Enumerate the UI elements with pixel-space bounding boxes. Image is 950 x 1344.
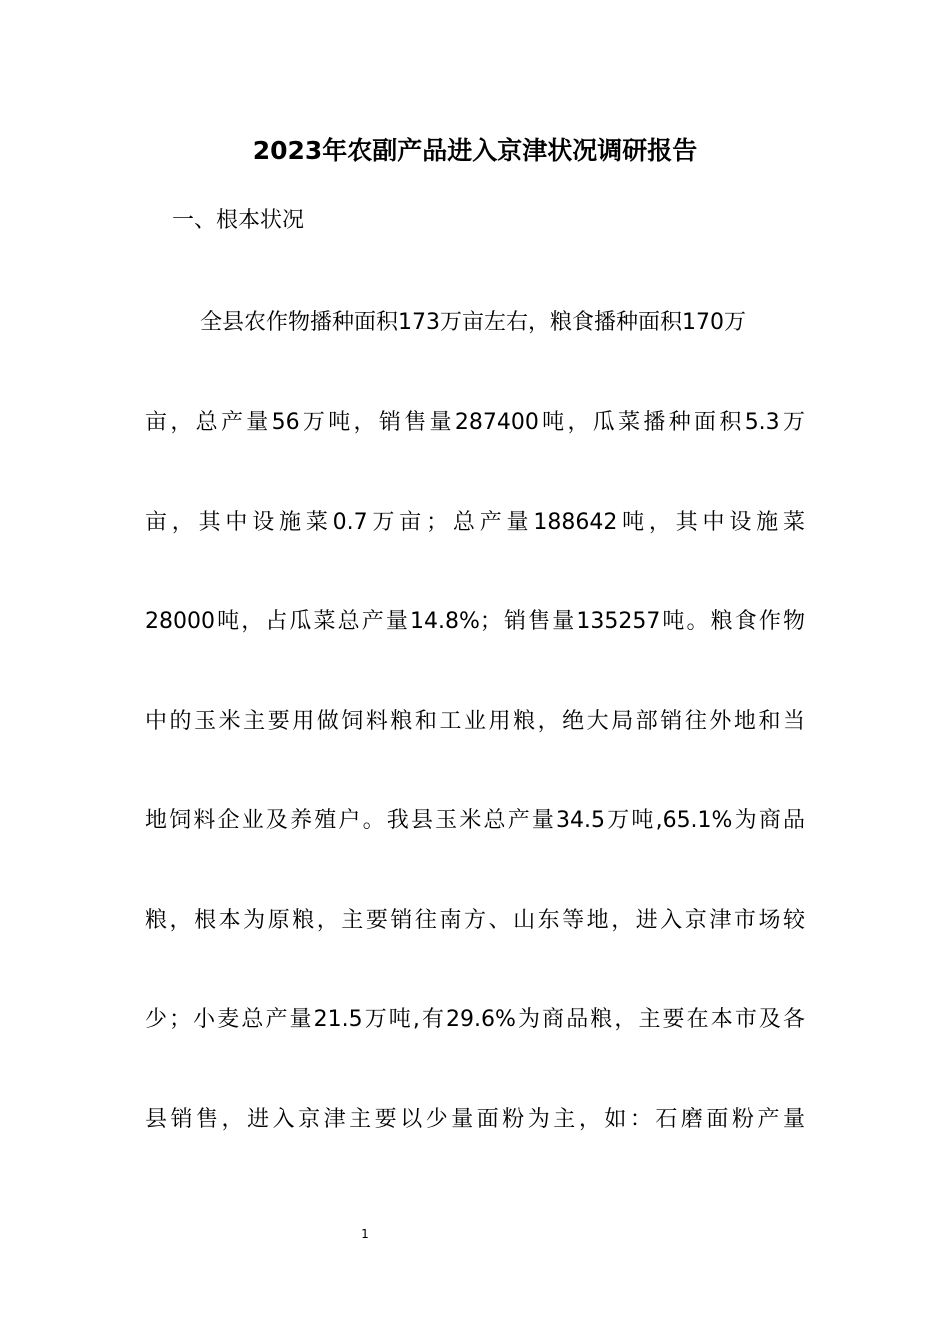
paragraph-line-5: 中的玉米主要用做饲料粮和工业用粮，绝大局部销往外地和当	[145, 709, 805, 734]
paragraph-line-9: 县销售，进入京津主要以少量面粉为主，如：石磨面粉产量	[145, 1107, 805, 1132]
page-number: 1	[361, 1227, 369, 1241]
paragraph-line-2: 亩，总产量56万吨，销售量287400吨，瓜菜播种面积5.3万	[145, 410, 805, 435]
paragraph-line-1: 全县农作物播种面积173万亩左右，粮食播种面积170万	[200, 310, 746, 335]
paragraph-line-6: 地饲料企业及养殖户。我县玉米总产量34.5万吨,65.1%为商品	[145, 808, 805, 833]
document-title: 2023年农副产品进入京津状况调研报告	[252, 136, 698, 165]
paragraph-line-3: 亩，其中设施菜0.7万亩；总产量188642吨，其中设施菜	[145, 510, 805, 535]
paragraph-line-7: 粮，根本为原粮，主要销往南方、山东等地，进入京津市场较	[145, 908, 805, 933]
paragraph-line-4: 28000吨，占瓜菜总产量14.8%；销售量135257吨。粮食作物	[145, 609, 805, 634]
paragraph-line-8: 少；小麦总产量21.5万吨,有29.6%为商品粮，主要在本市及各	[145, 1007, 805, 1032]
section-heading: 一、根本状况	[172, 208, 305, 233]
